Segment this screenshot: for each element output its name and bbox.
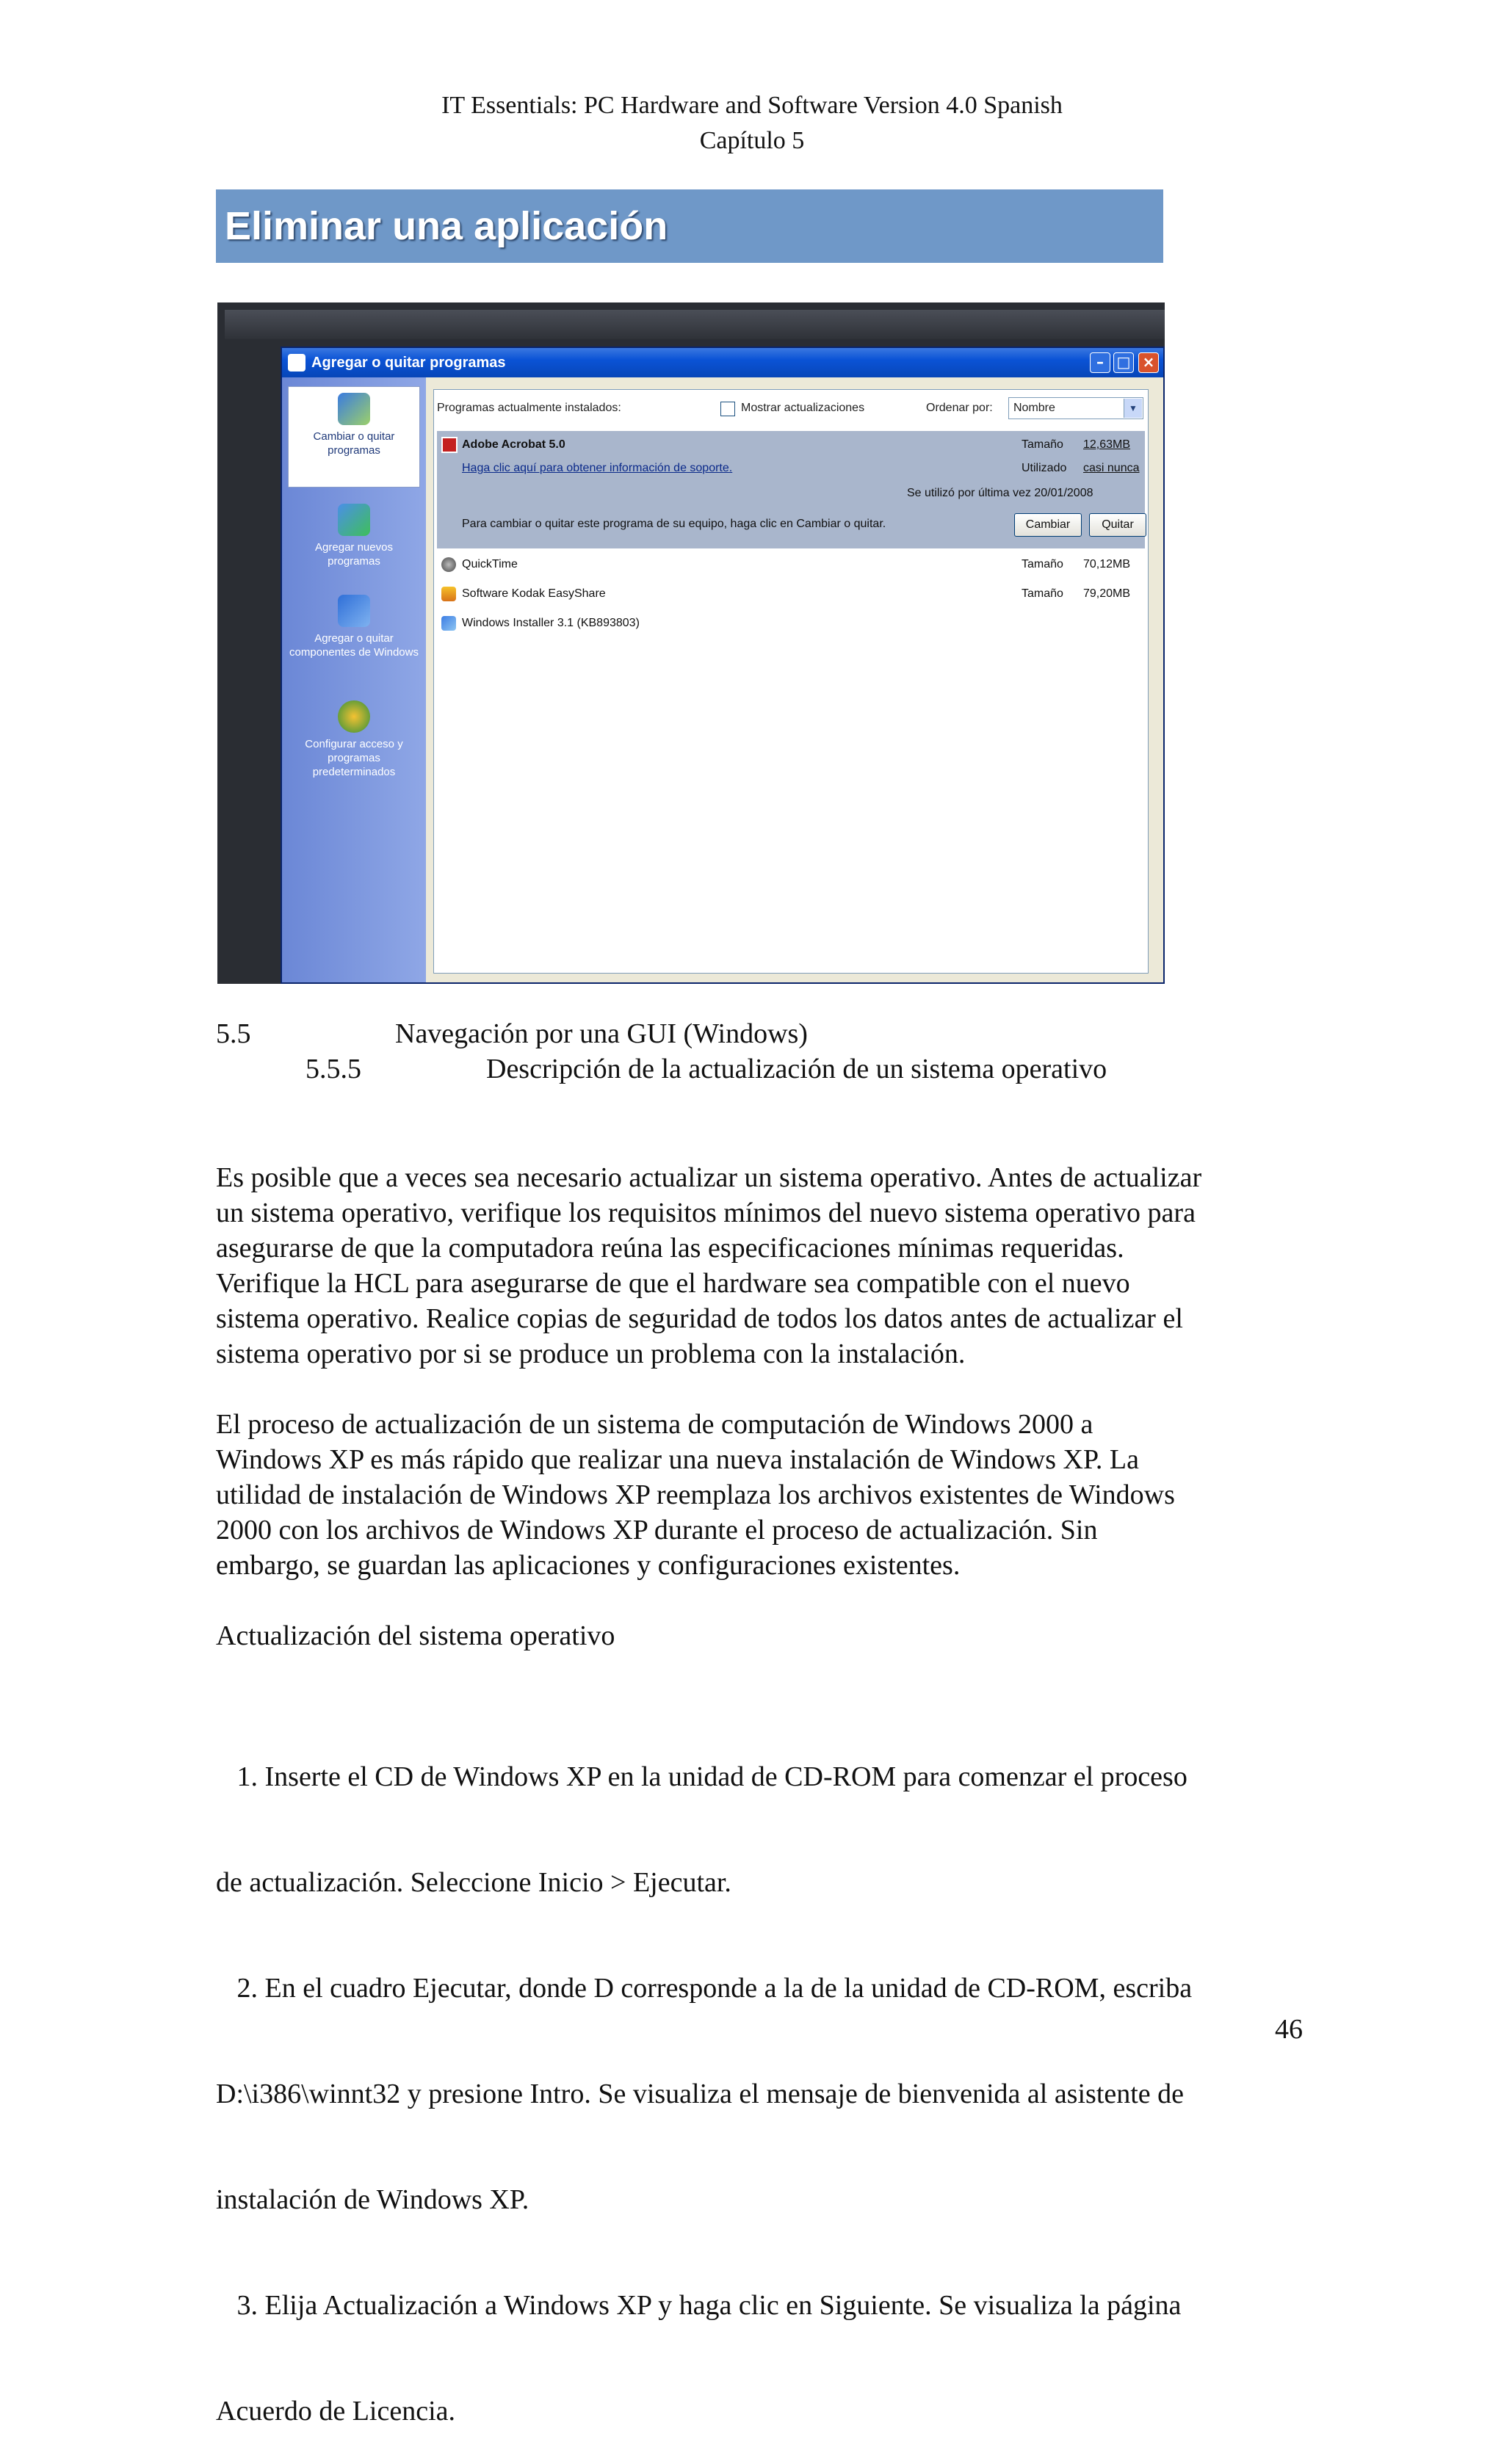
program-size-label: Tamaño <box>1022 587 1063 600</box>
program-size-value: 79,20MB <box>1083 587 1131 600</box>
list-item: D:\i386\winnt32 y presione Intro. Se visualiza el mensaje de bienvenida al asistente de <box>216 2079 1185 2109</box>
paragraph-heading <box>216 1618 1303 1653</box>
list-item: instalación de Windows XP. <box>216 2184 529 2215</box>
text-line: sistema operativo. Realice copias de seguridad de todos los datos antes de actualizar el <box>216 1303 1183 1334</box>
list-item: de actualización. Seleccione Inicio > Ejecutar. <box>216 1867 731 1898</box>
used-label: Utilizado <box>1022 462 1067 474</box>
kodak-icon <box>441 587 456 601</box>
list-toolbar <box>434 390 1148 428</box>
change-button[interactable]: Cambiar <box>1014 513 1082 537</box>
size-label: Tamaño <box>1022 438 1063 451</box>
text-line: Windows XP es más rápido que realizar una nueva instalación de Windows XP. La <box>216 1444 1139 1475</box>
section-number: 5.5 <box>216 1018 251 1049</box>
list-item: Acuerdo de Licencia. <box>216 2396 455 2427</box>
text-line: un sistema operativo, verifique los requisitos mínimos del nuevo sistema operativo para <box>216 1197 1196 1228</box>
program-size-label: Tamaño <box>1022 558 1063 570</box>
minimize-icon[interactable]: – <box>1090 352 1110 373</box>
sidebar-item-label: Agregar o quitar componentes de Windows <box>289 632 419 659</box>
used-value: casi nunca <box>1083 462 1140 474</box>
sort-by-select[interactable] <box>1008 397 1143 419</box>
installed-programs-label: Programas actualmente instalados: <box>437 402 621 414</box>
size-value: 12,63MB <box>1083 438 1131 451</box>
add-programs-icon <box>338 504 370 536</box>
screenshot-figure <box>217 302 1165 984</box>
sidebar-item-change-remove[interactable] <box>288 386 420 488</box>
text-line: sistema operativo por si se produce un problema con la instalación. <box>216 1338 966 1369</box>
text-line: Es posible que a veces sea necesario actualizar un sistema operativo. Antes de actualizar <box>216 1162 1202 1193</box>
sidebar-item-label: Configurar acceso y programas predeterminados <box>305 738 403 778</box>
add-remove-programs-window <box>281 347 1165 984</box>
program-size-value: 70,12MB <box>1083 558 1131 570</box>
list-item[interactable] <box>437 553 1145 579</box>
list-item[interactable] <box>437 582 1145 609</box>
text-line: 2000 con los archivos de Windows XP durante el proceso de actualización. Sin <box>216 1515 1098 1546</box>
sidebar-item-add-new[interactable] <box>288 498 420 579</box>
page-number: 46 <box>1275 2014 1303 2045</box>
program-name: QuickTime <box>462 558 518 570</box>
close-icon[interactable]: × <box>1138 352 1159 373</box>
acrobat-icon <box>441 437 458 453</box>
header-line-2: Capítulo 5 <box>699 127 805 154</box>
quicktime-icon <box>441 557 456 572</box>
program-name: Windows Installer 3.1 (KB893803) <box>462 617 640 629</box>
paragraph-1 <box>216 1160 1303 1371</box>
sidebar <box>282 377 426 982</box>
show-updates-checkbox[interactable] <box>720 402 735 416</box>
sidebar-item-label: Agregar nuevos programas <box>315 541 393 568</box>
selected-program-row[interactable] <box>437 431 1145 548</box>
list-item: 1. Inserte el CD de Windows XP en la unidad de CD-ROM para comenzar el proceso <box>216 1761 1187 1792</box>
maximize-icon[interactable]: □ <box>1113 352 1134 373</box>
chevron-down-icon[interactable]: ▼ <box>1124 399 1142 418</box>
header-line-1: IT Essentials: PC Hardware and Software Version 4.0 Spanish <box>441 92 1063 119</box>
program-name: Software Kodak EasyShare <box>462 587 606 600</box>
text-line: embargo, se guardan las aplicaciones y configuraciones existentes. <box>216 1550 961 1581</box>
monitor-bezel <box>225 310 1165 339</box>
list-item[interactable] <box>437 612 1145 638</box>
list-item: 3. Elija Actualización a Windows XP y haga clic en Siguiente. Se visualiza la página <box>216 2290 1182 2321</box>
last-used-text: Se utilizó por última vez 20/01/2008 <box>907 487 1093 499</box>
support-info-link[interactable]: Haga clic aquí para obtener información de soporte. <box>462 462 733 474</box>
text-line: utilidad de instalación de Windows XP reemplaza los archivos existentes de Windows <box>216 1479 1175 1510</box>
change-remove-hint: Para cambiar o quitar este programa de su equipo, haga clic en Cambiar o quitar. <box>462 518 886 530</box>
subsection-title: Descripción de la actualización de un sistema operativo <box>486 1054 1107 1084</box>
remove-button[interactable]: Quitar <box>1089 513 1146 537</box>
steps-list <box>216 1689 1303 2464</box>
text-line: Actualización del sistema operativo <box>216 1620 615 1651</box>
windows-installer-icon <box>441 616 456 631</box>
sort-by-label: Ordenar por: <box>926 402 993 414</box>
sort-by-value: Nombre <box>1013 402 1055 414</box>
change-remove-programs-icon <box>338 393 370 425</box>
text-line: asegurarse de que la computadora reúna las especificaciones mínimas requeridas. <box>216 1233 1124 1264</box>
window-title: Agregar o quitar programas <box>311 355 506 371</box>
figure-banner-title: Eliminar una aplicación <box>216 189 1163 263</box>
windows-components-icon <box>338 595 370 627</box>
subsection-number: 5.5.5 <box>306 1054 361 1084</box>
sidebar-item-windows-components[interactable] <box>288 589 420 684</box>
programs-list-panel <box>433 389 1149 974</box>
text-line: Verifique la HCL para asegurarse de que el hardware sea compatible con el nuevo <box>216 1268 1130 1299</box>
app-icon <box>288 354 306 372</box>
window-titlebar[interactable] <box>282 348 1163 377</box>
selected-program-name: Adobe Acrobat 5.0 <box>462 438 565 451</box>
show-updates-label: Mostrar actualizaciones <box>741 402 865 414</box>
sidebar-item-label: Cambiar o quitar programas <box>313 430 395 457</box>
paragraph-2 <box>216 1407 1303 1583</box>
text-line: El proceso de actualización de un sistema de computación de Windows 2000 a <box>216 1409 1093 1440</box>
section-title: Navegación por una GUI (Windows) <box>395 1018 808 1049</box>
sidebar-item-set-defaults[interactable] <box>288 695 420 790</box>
set-defaults-icon <box>338 700 370 733</box>
list-item: 2. En el cuadro Ejecutar, donde D corresponde a la de la unidad de CD-ROM, escriba <box>216 1973 1193 2004</box>
